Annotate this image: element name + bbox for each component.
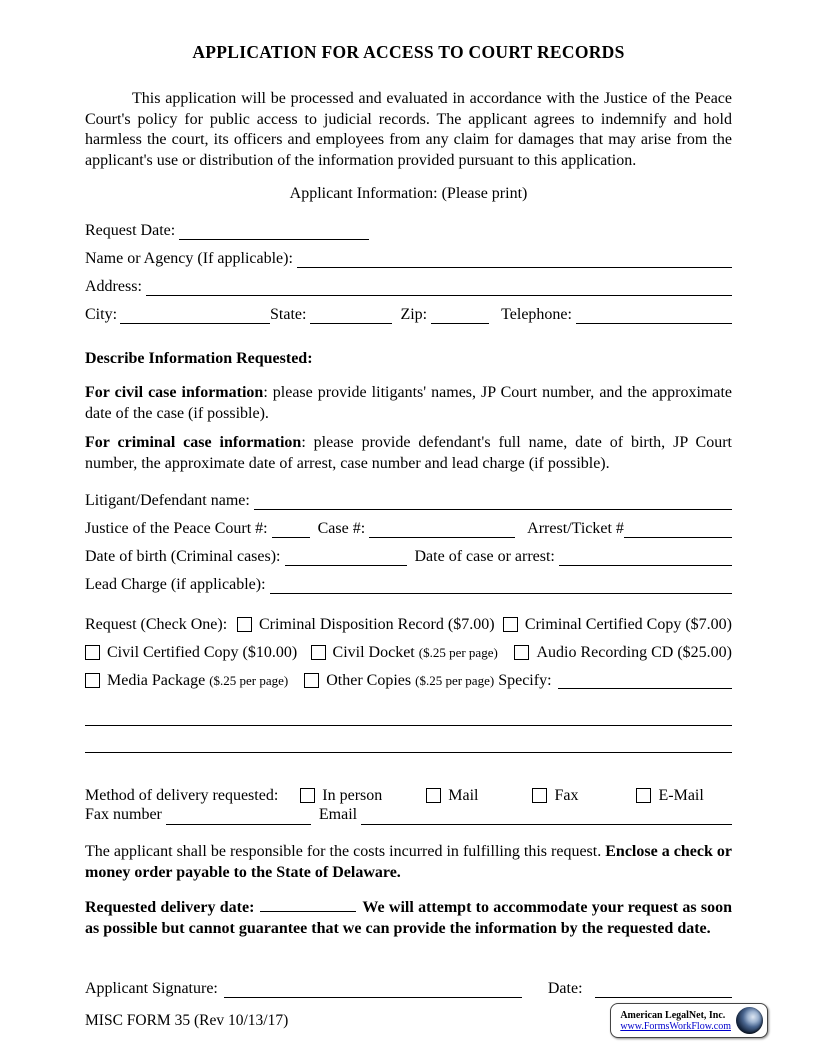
address-label: Address:	[85, 278, 142, 295]
email-label: Email	[318, 806, 358, 823]
case-number-blank[interactable]	[369, 522, 515, 538]
city-state-zip-row	[85, 305, 732, 324]
media-package-checkbox[interactable]	[85, 673, 100, 688]
delivery-option-in-person	[300, 786, 382, 805]
option-price: ($25.00)	[677, 644, 732, 661]
specify-continuation-line-1[interactable]	[85, 699, 732, 726]
american-legalnet-logo-icon	[736, 1007, 763, 1034]
costs-bold-text: Enclose a check or money order payable to the State of Delaware.	[85, 843, 732, 881]
applicant-signature-blank[interactable]	[224, 982, 522, 998]
criminal-info-text: : please provide defendant's full name, date of birth, JP Court number, the approximate date of arrest, case number and lead charge (if possible).	[85, 434, 732, 472]
zip-label: Zip:	[400, 306, 428, 323]
page-title: APPLICATION FOR ACCESS TO COURT RECORDS	[192, 42, 625, 62]
criminal-disposition-checkbox[interactable]	[237, 617, 252, 632]
applicant-signature-label: Applicant Signature:	[85, 980, 218, 997]
civil-info-paragraph	[85, 383, 732, 424]
request-options-row-1	[85, 615, 732, 634]
criminal-info-lead: For criminal case information	[85, 434, 302, 451]
describe-heading: Describe Information Requested:	[85, 350, 313, 367]
fax-number-label: Fax number	[85, 806, 162, 823]
option-label: Civil Docket	[332, 644, 415, 661]
requested-delivery-text: We will attempt to accommodate your request as soon as possible but cannot guarantee that we can provide the information by the requested date.	[85, 899, 733, 937]
delivery-option-label: Mail	[448, 787, 479, 804]
jp-court-number-label: Justice of the Peace Court #:	[85, 520, 268, 537]
request-date-label: Request Date:	[85, 222, 176, 239]
option-criminal-disposition	[237, 615, 495, 634]
delivery-option-label: E-Mail	[658, 787, 704, 804]
date-of-case-blank[interactable]	[559, 550, 732, 566]
option-civil-certified	[85, 643, 297, 662]
lead-charge-row	[85, 575, 732, 594]
request-label: Request (Check One):	[85, 616, 228, 633]
city-blank[interactable]	[120, 308, 270, 324]
forms-workflow-link[interactable]: www.FormsWorkFlow.com	[620, 1020, 731, 1032]
court-case-row	[85, 519, 732, 538]
email-blank[interactable]	[361, 809, 732, 825]
requested-delivery-date-blank[interactable]	[260, 897, 356, 912]
name-agency-label: Name or Agency (If applicable):	[85, 250, 293, 267]
criminal-certified-checkbox[interactable]	[503, 617, 518, 632]
delivery-option-email	[636, 786, 703, 805]
option-label: Criminal Certified Copy	[524, 616, 682, 633]
date-of-case-label: Date of case or arrest:	[414, 548, 555, 565]
litigant-name-blank[interactable]	[254, 494, 732, 510]
specify-blank[interactable]	[558, 673, 732, 689]
delivery-option-mail	[426, 786, 478, 805]
name-agency-row	[85, 249, 732, 268]
applicant-info-heading: Applicant Information: (Please print)	[289, 185, 528, 202]
in-person-checkbox[interactable]	[300, 788, 315, 803]
criminal-info-paragraph	[85, 433, 732, 474]
civil-certified-checkbox[interactable]	[85, 645, 100, 660]
form-number: MISC FORM 35 (Rev 10/13/17)	[85, 1011, 289, 1029]
option-price: ($.25 per page)	[418, 645, 498, 660]
name-agency-blank[interactable]	[297, 252, 732, 268]
option-price: ($.25 per page)	[209, 673, 289, 688]
option-audio-recording	[514, 643, 732, 662]
american-legalnet-badge	[610, 1003, 768, 1038]
signature-date-blank[interactable]	[595, 982, 732, 998]
request-options-row-2	[85, 643, 732, 662]
arrest-ticket-blank[interactable]	[624, 522, 732, 538]
specify-label: Specify:	[498, 672, 552, 689]
dob-blank[interactable]	[285, 550, 407, 566]
delivery-option-label: In person	[322, 787, 383, 804]
delivery-option-fax	[532, 786, 578, 805]
request-options-row-3	[85, 671, 732, 690]
other-copies-checkbox[interactable]	[304, 673, 319, 688]
lead-charge-label: Lead Charge (if applicable):	[85, 576, 266, 593]
telephone-label: Telephone:	[501, 306, 572, 323]
intro-paragraph: This application will be processed and evaluated in accordance with the Justice of the Peace Court's policy for public access to judicial records. The applicant agrees to indemnify and hold harmless the court, its officers and employees from any claim for damages that may arise from the applicant's use or distribution of the information provided pursuant to this application.	[85, 90, 732, 169]
option-label: Criminal Disposition Record	[258, 616, 444, 633]
fax-email-row	[85, 805, 732, 825]
jp-court-number-blank[interactable]	[272, 522, 310, 538]
arrest-ticket-label: Arrest/Ticket #	[527, 520, 624, 537]
option-criminal-certified	[503, 615, 732, 634]
audio-recording-checkbox[interactable]	[514, 645, 529, 660]
mail-checkbox[interactable]	[426, 788, 441, 803]
fax-checkbox[interactable]	[532, 788, 547, 803]
civil-info-text: : please provide litigants' names, JP Court number, and the approximate date of the case (if possible).	[85, 384, 733, 422]
city-label: City:	[85, 306, 118, 323]
dob-label: Date of birth (Criminal cases):	[85, 548, 281, 565]
delivery-option-label: Fax	[554, 787, 579, 804]
civil-info-lead: For civil case information	[85, 384, 264, 401]
option-label: Other Copies	[326, 672, 412, 689]
request-date-row	[85, 221, 732, 240]
address-blank[interactable]	[146, 280, 732, 296]
requested-delivery-label: Requested delivery date:	[85, 899, 255, 916]
state-blank[interactable]	[310, 308, 392, 324]
requested-delivery-paragraph	[85, 897, 732, 939]
costs-text: The applicant shall be responsible for the costs incurred in fulfilling this request.	[85, 843, 602, 860]
costs-paragraph	[85, 842, 732, 883]
request-date-blank[interactable]	[179, 224, 369, 240]
zip-blank[interactable]	[431, 308, 489, 324]
option-price: ($7.00)	[447, 616, 495, 633]
signature-row	[85, 979, 732, 998]
option-label: Media Package	[107, 672, 206, 689]
option-civil-docket	[311, 643, 498, 662]
civil-docket-checkbox[interactable]	[311, 645, 326, 660]
delivery-method-row	[85, 786, 732, 805]
badge-company-name: American LegalNet, Inc.	[620, 1009, 726, 1021]
email-checkbox[interactable]	[636, 788, 651, 803]
signature-date-label: Date:	[547, 980, 583, 997]
dob-row	[85, 547, 732, 566]
delivery-method-label: Method of delivery requested:	[85, 787, 279, 804]
litigant-name-row	[85, 491, 732, 510]
state-label: State:	[270, 306, 307, 323]
address-row	[85, 277, 732, 296]
option-label: Civil Certified Copy	[107, 644, 239, 661]
badge-text-block	[620, 1010, 731, 1032]
specify-continuation-line-2[interactable]	[85, 726, 732, 753]
litigant-name-label: Litigant/Defendant name:	[85, 492, 250, 509]
option-price: ($10.00)	[242, 644, 298, 661]
option-price: ($.25 per page)	[415, 673, 495, 688]
fax-number-blank[interactable]	[166, 809, 311, 825]
telephone-blank[interactable]	[576, 308, 732, 324]
option-label: Audio Recording CD	[536, 644, 674, 661]
option-media-package	[85, 671, 288, 690]
option-other-copies	[304, 671, 732, 690]
option-price: ($7.00)	[685, 616, 732, 633]
lead-charge-blank[interactable]	[270, 578, 732, 594]
case-number-label: Case #:	[317, 520, 366, 537]
page-footer	[85, 1003, 768, 1038]
